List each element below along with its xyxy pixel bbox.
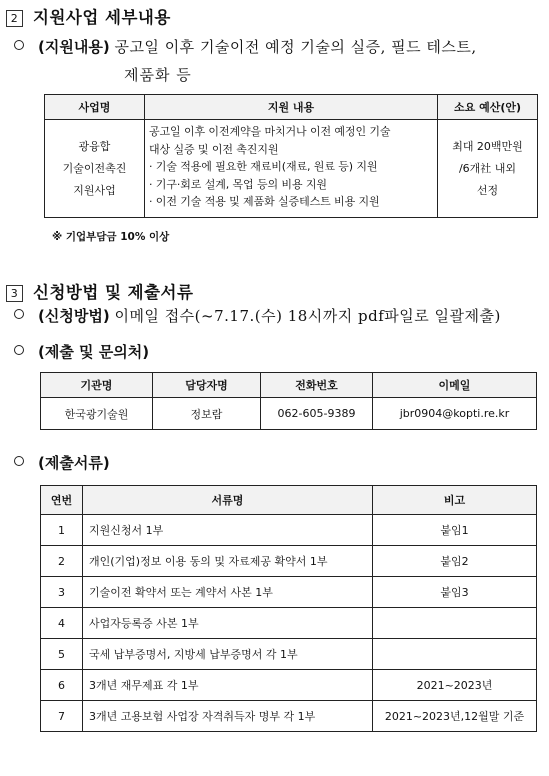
table-row xyxy=(41,608,537,639)
doc-name: 사업자등록증 사본 1부 xyxy=(83,608,373,639)
support-budget-cell xyxy=(438,120,538,218)
content-line: · 이전 기술 적용 및 제품화 실증테스트 비용 지원 xyxy=(149,195,380,208)
doc-no: 1 xyxy=(41,515,83,546)
content-line: 공고일 이후 이전계약을 마치거나 이전 예정인 기술 xyxy=(149,125,391,138)
contact-bullet xyxy=(14,341,149,362)
contact-phone: 062-605-9389 xyxy=(261,398,373,430)
method-head: (신청방법) xyxy=(38,307,110,325)
support-project-cell xyxy=(45,120,145,218)
docs-head: (제출서류) xyxy=(38,454,110,472)
circle-bullet-icon xyxy=(14,456,24,466)
content-line: · 기구·회로 설계, 목업 등의 비용 지원 xyxy=(149,177,327,191)
doc-remark: 붙임1 xyxy=(373,515,537,546)
section-2-title: 지원사업 세부내용 xyxy=(33,8,171,27)
contact-header-org: 기관명 xyxy=(41,373,153,398)
support-content-head: (지원내용) xyxy=(38,38,110,56)
contact-head: (제출 및 문의처) xyxy=(38,343,150,361)
doc-name: 국세 납부증명서, 지방세 납부증명서 각 1부 xyxy=(83,639,373,670)
contact-email[interactable]: jbr0904@kopti.re.kr xyxy=(373,398,537,430)
budget-line: /6개社 내외 xyxy=(458,161,517,175)
support-content-cell xyxy=(145,120,438,218)
circle-bullet-icon xyxy=(14,40,24,50)
doc-name: 3개년 재무제표 각 1부 xyxy=(83,670,373,701)
support-content-body: 공고일 이후 기술이전 예정 기술의 실증, 필드 테스트, xyxy=(114,38,477,56)
table-row xyxy=(41,546,537,577)
section-3-number: 3 xyxy=(6,285,23,302)
support-header-content: 지원 내용 xyxy=(145,95,438,120)
doc-no: 3 xyxy=(41,577,83,608)
project-line: 기술이전촉진 xyxy=(62,161,127,175)
project-line: 지원사업 xyxy=(73,183,116,197)
doc-no: 7 xyxy=(41,701,83,732)
doc-name: 지원신청서 1부 xyxy=(83,515,373,546)
content-line: · 기술 적용에 필요한 재료비(재료, 원료 등) 지원 xyxy=(149,160,378,173)
documents-table xyxy=(40,485,537,732)
doc-remark xyxy=(373,639,537,670)
contact-header-phone: 전화번호 xyxy=(261,373,373,398)
table-row xyxy=(41,577,537,608)
doc-name: 개인(기업)정보 이용 동의 및 자료제공 확약서 1부 xyxy=(83,546,373,577)
table-row xyxy=(41,515,537,546)
contact-person: 정보람 xyxy=(153,398,261,430)
circle-bullet-icon xyxy=(14,345,24,355)
doc-name: 기술이전 확약서 또는 계약서 사본 1부 xyxy=(83,577,373,608)
budget-line: 최대 20백만원 xyxy=(452,139,523,153)
section-3-heading xyxy=(6,279,193,303)
support-header-project: 사업명 xyxy=(45,95,145,120)
project-line: 광융합 xyxy=(78,139,111,153)
doc-remark: 2021~2023년,12월말 기준 xyxy=(373,701,537,732)
docs-bullet xyxy=(14,452,110,473)
support-header-budget: 소요 예산(안) xyxy=(438,95,538,120)
contact-table xyxy=(40,372,537,430)
docs-header-remark: 비고 xyxy=(373,486,537,515)
doc-remark: 붙임2 xyxy=(373,546,537,577)
doc-remark xyxy=(373,608,537,639)
cost-share-note: ※ 기업부담금 10% 이상 xyxy=(52,231,170,243)
table-row xyxy=(41,639,537,670)
contact-org: 한국광기술원 xyxy=(41,398,153,430)
doc-no: 4 xyxy=(41,608,83,639)
doc-no: 6 xyxy=(41,670,83,701)
circle-bullet-icon xyxy=(14,309,24,319)
method-bullet xyxy=(14,305,501,326)
section-3-title: 신청방법 및 제출서류 xyxy=(33,283,194,302)
support-content-body-cont: 제품화 등 xyxy=(124,66,192,84)
contact-header-email: 이메일 xyxy=(373,373,537,398)
doc-no: 5 xyxy=(41,639,83,670)
support-table xyxy=(44,94,538,218)
doc-no: 2 xyxy=(41,546,83,577)
doc-name: 3개년 고용보험 사업장 자격취득자 명부 각 1부 xyxy=(83,701,373,732)
content-line: 대상 실증 및 이전 촉진지원 xyxy=(149,142,279,156)
docs-header-name: 서류명 xyxy=(83,486,373,515)
doc-remark: 붙임3 xyxy=(373,577,537,608)
table-row xyxy=(41,670,537,701)
section-2-number: 2 xyxy=(6,10,23,27)
support-content-bullet xyxy=(14,36,477,57)
doc-remark: 2021~2023년 xyxy=(373,670,537,701)
method-body: 이메일 접수(~7.17.(수) 18시까지 pdf파일로 일괄제출) xyxy=(114,307,501,325)
docs-header-no: 연번 xyxy=(41,486,83,515)
budget-line: 선정 xyxy=(476,183,499,197)
section-2-heading xyxy=(6,4,171,28)
contact-header-person: 담당자명 xyxy=(153,373,261,398)
table-row xyxy=(41,701,537,732)
